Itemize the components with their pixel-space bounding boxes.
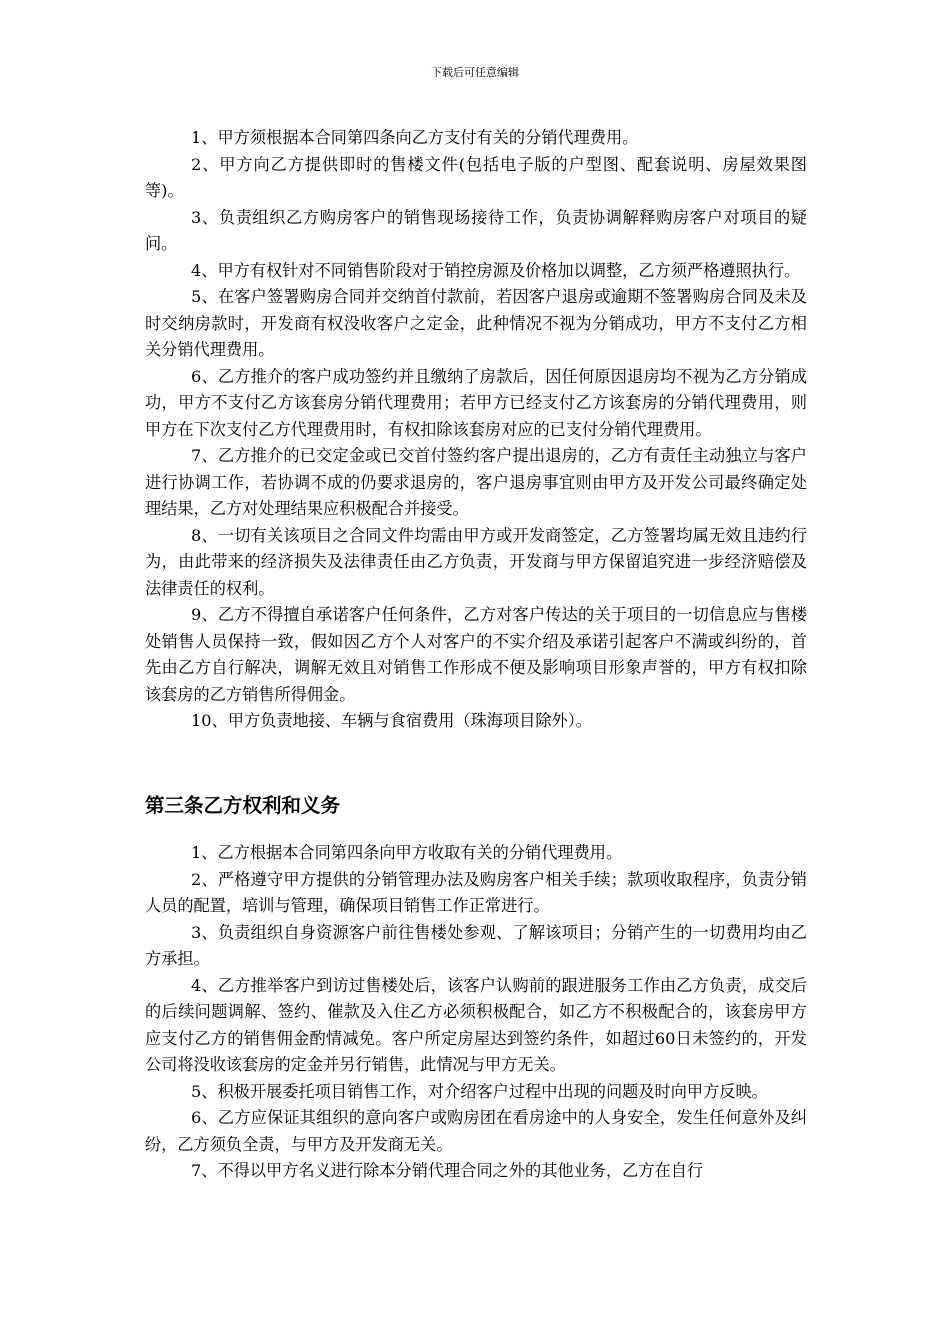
clause-paragraph: 2、严格遵守甲方提供的分销管理办法及购房客户相关手续；款项收取程序，负责分销人员的配置，培训与管理，确保项目销售工作正常进行。 [145,869,807,915]
clause-paragraph: 7、乙方推介的已交定金或已交首付签约客户提出退房的，乙方有责任主动独立与客户进行协调工作，若协调不成的仍要求退房的，客户退房事宜则由甲方及开发公司最终确定处理结果，乙方对处理结果应积极配合并接受。 [145,446,807,518]
clause-paragraph: 1、乙方根据本合同第四条向甲方收取有关的分销代理费用。 [191,843,623,862]
party-a-obligations [145,125,807,735]
clause-paragraph: 4、乙方推举客户到访过售楼处后，该客户认购前的跟进服务工作由乙方负责，成交后的后续问题调解、签约、催款及入住乙方必须积极配合，如乙方不积极配合的，该套房甲方应支付乙方的销售佣金酌情减免。客户所定房屋达到签约条件，如超过60日未签约的，开发公司将没收该套房的定金并另行销售，此情况与甲方无关。 [145,975,807,1074]
clause-paragraph: 6、乙方推介的客户成功签约并且缴纳了房款后，因任何原因退房均不视为乙方分销成功，甲方不支付乙方该套房分销代理费用；若甲方已经支付乙方该套房的分销代理费用，则甲方在下次支付乙方代理费用时，有权扣除该套房对应的已支付分销代理费用。 [145,366,807,439]
clause-paragraph: 4、甲方有权针对不同销售阶段对于销控房源及价格加以调整，乙方须严格遵照执行。 [191,260,801,280]
clause-paragraph: 5、在客户签署购房合同并交纳首付款前，若因客户退房或逾期不签署购房合同及未及时交纳房款时，开发商有权没收客户之定金，此种情况不视为分销成功，甲方不支付乙方相关分销代理费用。 [145,287,807,359]
clause-paragraph: 1、甲方须根据本合同第四条向乙方支付有关的分销代理费用。 [191,128,639,147]
clause-paragraph: 6、乙方应保证其组织的意向客户或购房团在看房途中的人身安全，发生任何意外及纠纷，乙方须负全责，与甲方及开发商无关。 [145,1108,807,1154]
clause-paragraph: 9、乙方不得擅自承诺客户任何条件，乙方对客户传达的关于项目的一切信息应与售楼处销售人员保持一致，假如因乙方个人对客户的不实介绍及承诺引起客户不满或纠纷的，首先由乙方自行解决，调解无效且对销售工作形成不便及影响项目形象声誉的，甲方有权扣除该套房的乙方销售所得佣金。 [145,605,807,704]
clause-paragraph: 8、一切有关该项目之合同文件均需由甲方或开发商签定，乙方签署均属无效且违约行为，由此带来的经济损失及法律责任由乙方负责，开发商与甲方保留追究进一步经济赔偿及法律责任的权利。 [145,525,807,598]
page-header-note: 下载后可任意编辑 [431,66,519,79]
clause-paragraph: 3、负责组织自身资源客户前往售楼处参观、了解该项目；分销产生的一切费用均由乙方承担。 [145,922,807,968]
clause-paragraph: 7、不得以甲方名义进行除本分销代理合同之外的其他业务，乙方在自行 [191,1161,704,1180]
section-heading: 第三条乙方权利和义务 [145,794,341,817]
clause-paragraph: 2、甲方向乙方提供即时的售楼文件(包括电子版的户型图、配套说明、房屋效果图等)。 [145,154,807,200]
party-b-rights-obligations [145,840,807,1185]
clause-paragraph: 10、甲方负责地接、车辆与食宿费用（珠海项目除外）。 [191,711,592,730]
clause-paragraph: 3、负责组织乙方购房客户的销售现场接待工作，负责协调解释购房客户对项目的疑问。 [145,207,807,253]
clause-paragraph: 5、积极开展委托项目销售工作，对介绍客户过程中出现的问题及时向甲方反映。 [191,1081,768,1101]
